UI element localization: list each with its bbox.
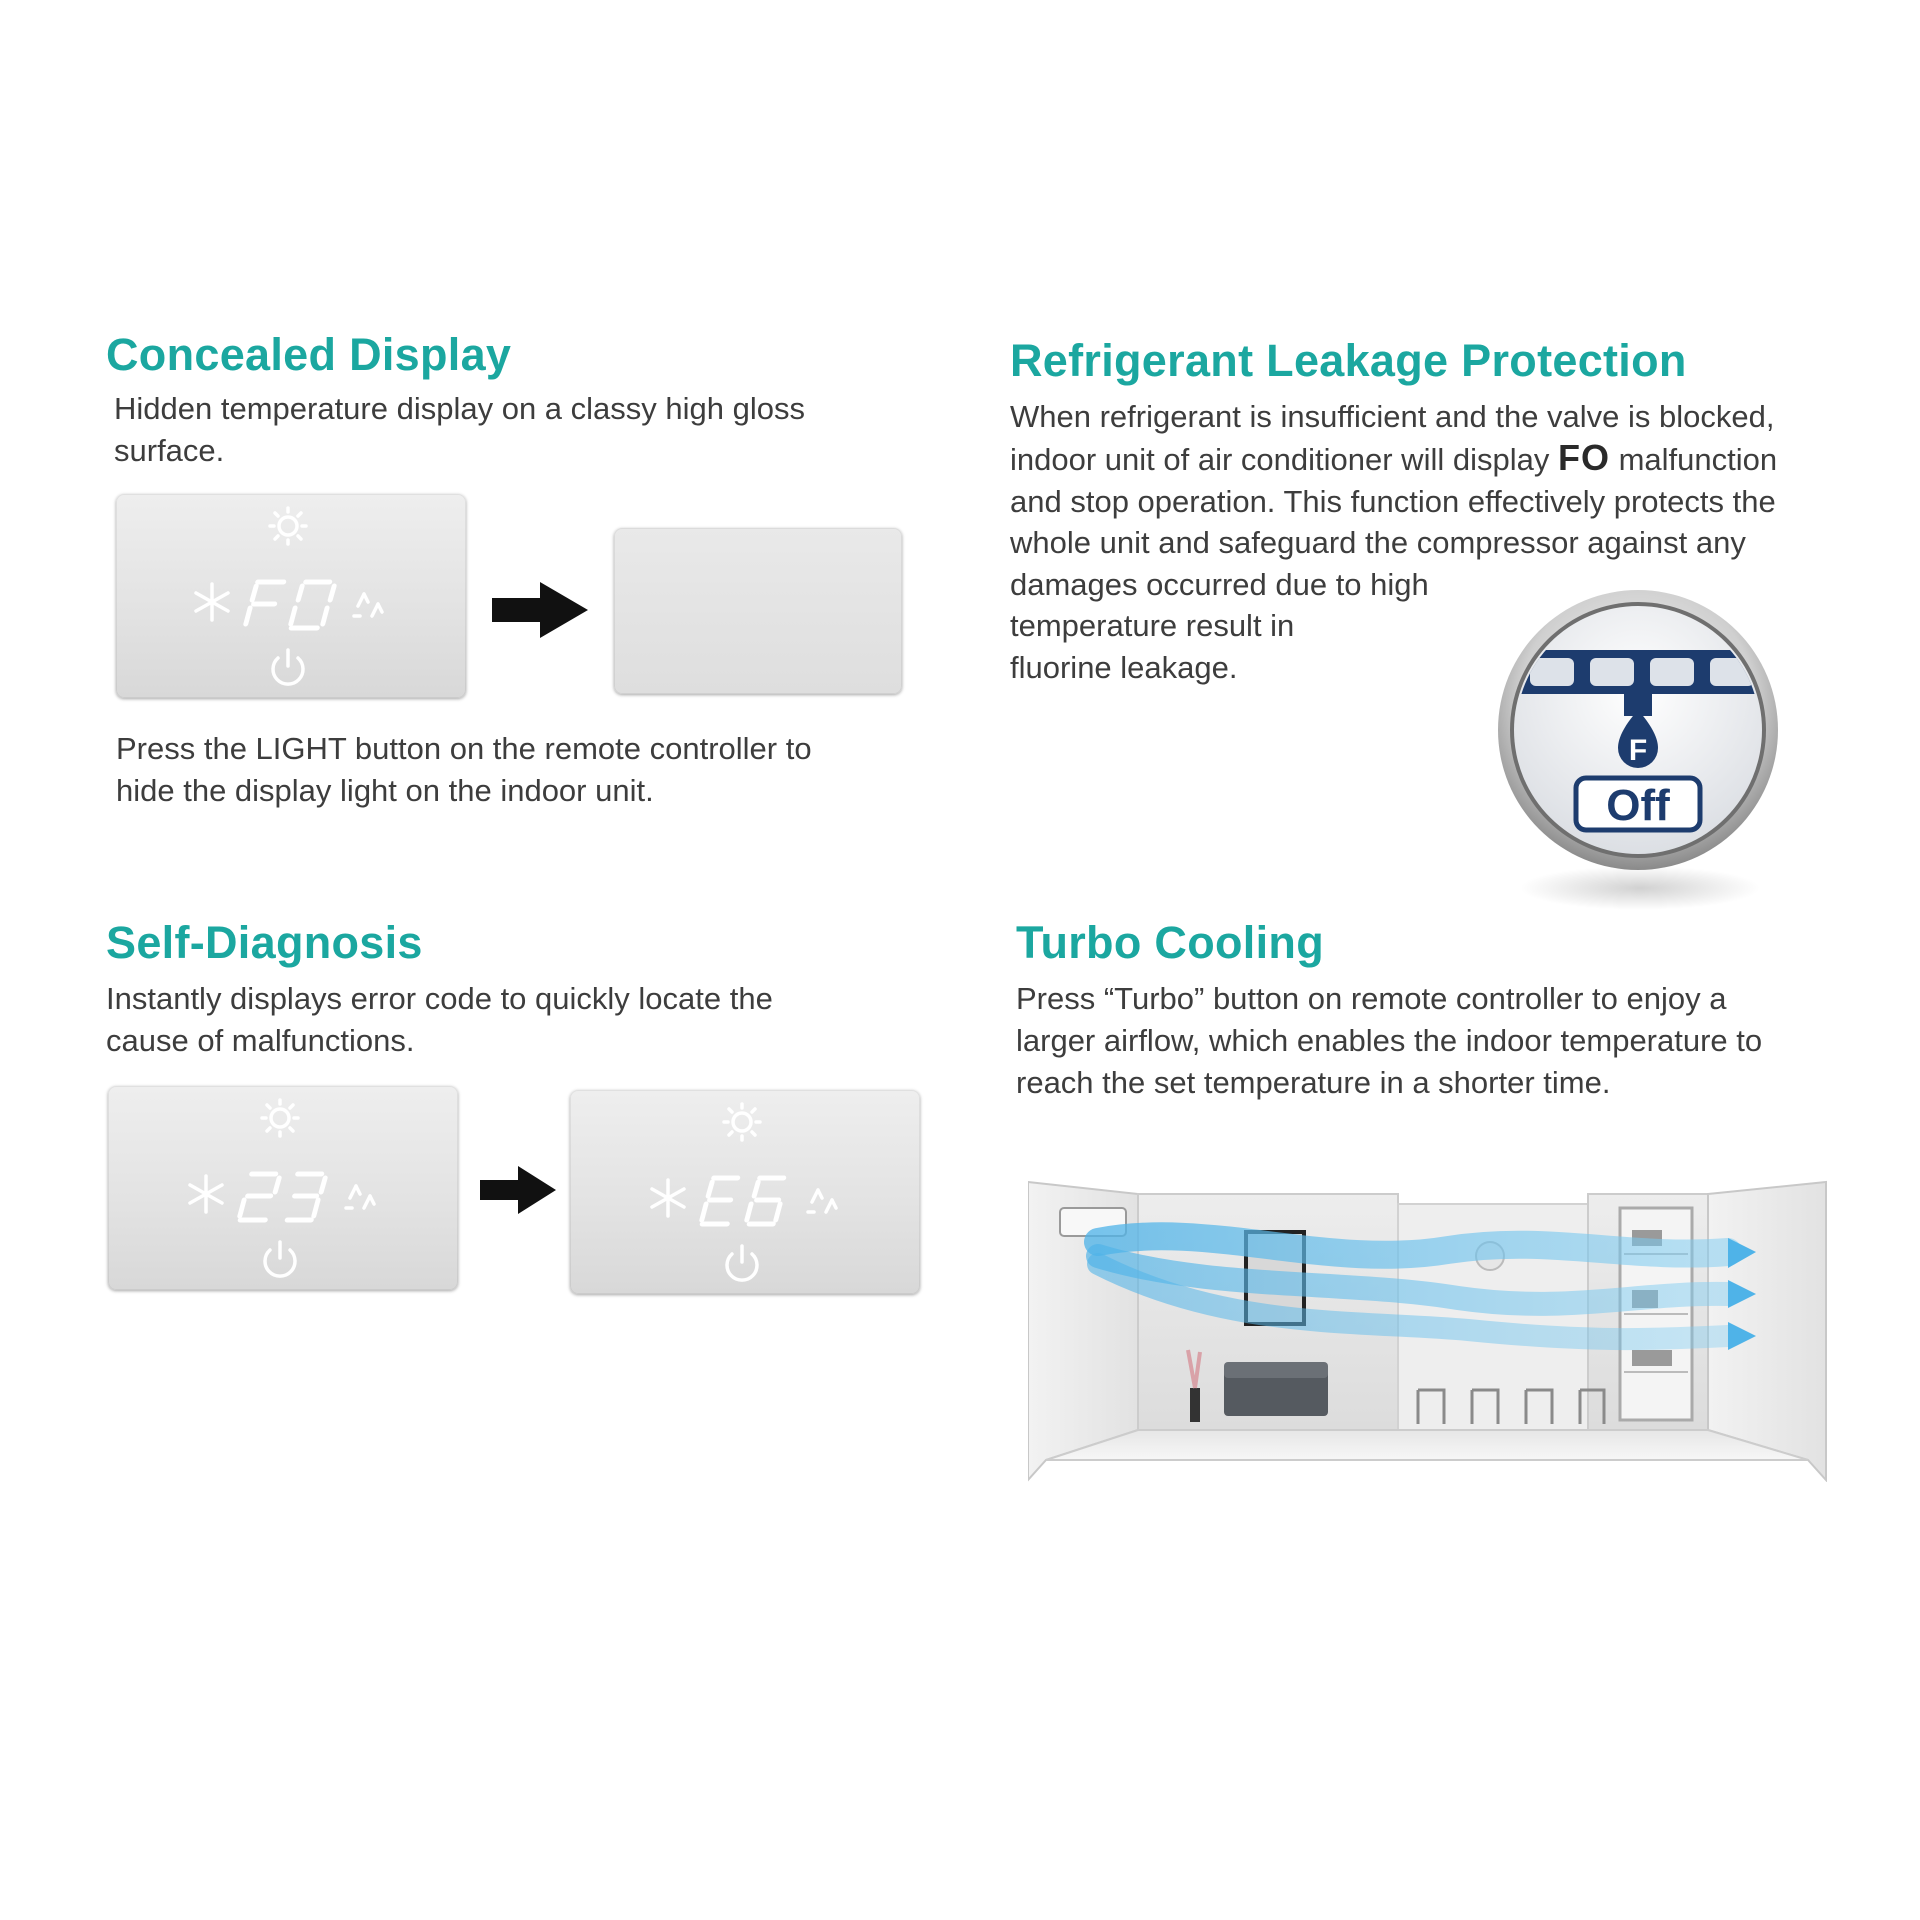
refrigerant-title: Refrigerant Leakage Protection — [1010, 335, 1687, 386]
turbo-room-illustration — [1028, 1180, 1828, 1482]
self-diagnosis-desc: Instantly displays error code to quickly locate the cause of malfunctions. — [106, 980, 773, 1058]
turbo-cooling-desc: Press “Turbo” button on remote controller to enjoy a larger airflow, which enables the indoor temperature to reach the set temperature in a shorter time. — [1016, 980, 1763, 1100]
droplets-icon — [354, 594, 382, 616]
arrow-right-icon — [478, 1164, 558, 1216]
power-icon — [265, 1242, 295, 1276]
display-panel-lit-graphic — [116, 494, 466, 698]
display-code-E6 — [701, 1178, 783, 1224]
concealed-display-title: Concealed Display — [106, 329, 512, 380]
badge-letter: F — [1628, 734, 1648, 767]
snowflake-icon — [190, 1176, 222, 1212]
snowflake-icon — [196, 584, 228, 620]
concealed-display-note: Press the LIGHT button on the remote controller to hide the display light on the indoor unit. — [116, 731, 812, 808]
snowflake-icon — [652, 1180, 684, 1216]
droplets-icon — [346, 1186, 374, 1208]
turbo-cooling-section — [1016, 918, 1896, 1104]
arrow-right-icon — [490, 580, 590, 640]
sun-icon — [270, 508, 306, 544]
display-code-F0 — [245, 582, 334, 628]
power-icon — [727, 1246, 757, 1280]
display-panel-error-graphic — [570, 1090, 920, 1294]
sun-icon — [262, 1100, 298, 1136]
self-diagnosis-section — [106, 918, 926, 1062]
display-panel-normal — [108, 1086, 458, 1290]
leak-protection-badge-icon — [1490, 588, 1790, 918]
display-code-23 — [239, 1174, 325, 1220]
display-panel-hidden — [614, 528, 902, 694]
power-icon — [273, 650, 303, 684]
display-panel-normal-graphic — [108, 1086, 458, 1290]
concealed-display-section — [106, 330, 906, 472]
concealed-display-desc: Hidden temperature display on a classy high gloss surface. — [114, 390, 805, 468]
badge-label: Off — [1606, 781, 1670, 830]
turbo-cooling-title: Turbo Cooling — [1016, 917, 1324, 968]
refrigerant-desc: When refrigerant is insufficient and the valve is blocked, indoor unit of air conditioner will display FO malfunction and stop operation. This function effectively protects the whole unit and safeguard the compressor against any damages occurred due to high temperature result in fluorine leakage. — [1010, 398, 1778, 685]
fo-code-inline: FO — [1557, 437, 1610, 478]
sun-icon — [724, 1104, 760, 1140]
display-panel-lit — [116, 494, 466, 698]
self-diagnosis-title: Self-Diagnosis — [106, 917, 423, 968]
display-panel-error — [570, 1090, 920, 1294]
droplets-icon — [808, 1190, 836, 1212]
